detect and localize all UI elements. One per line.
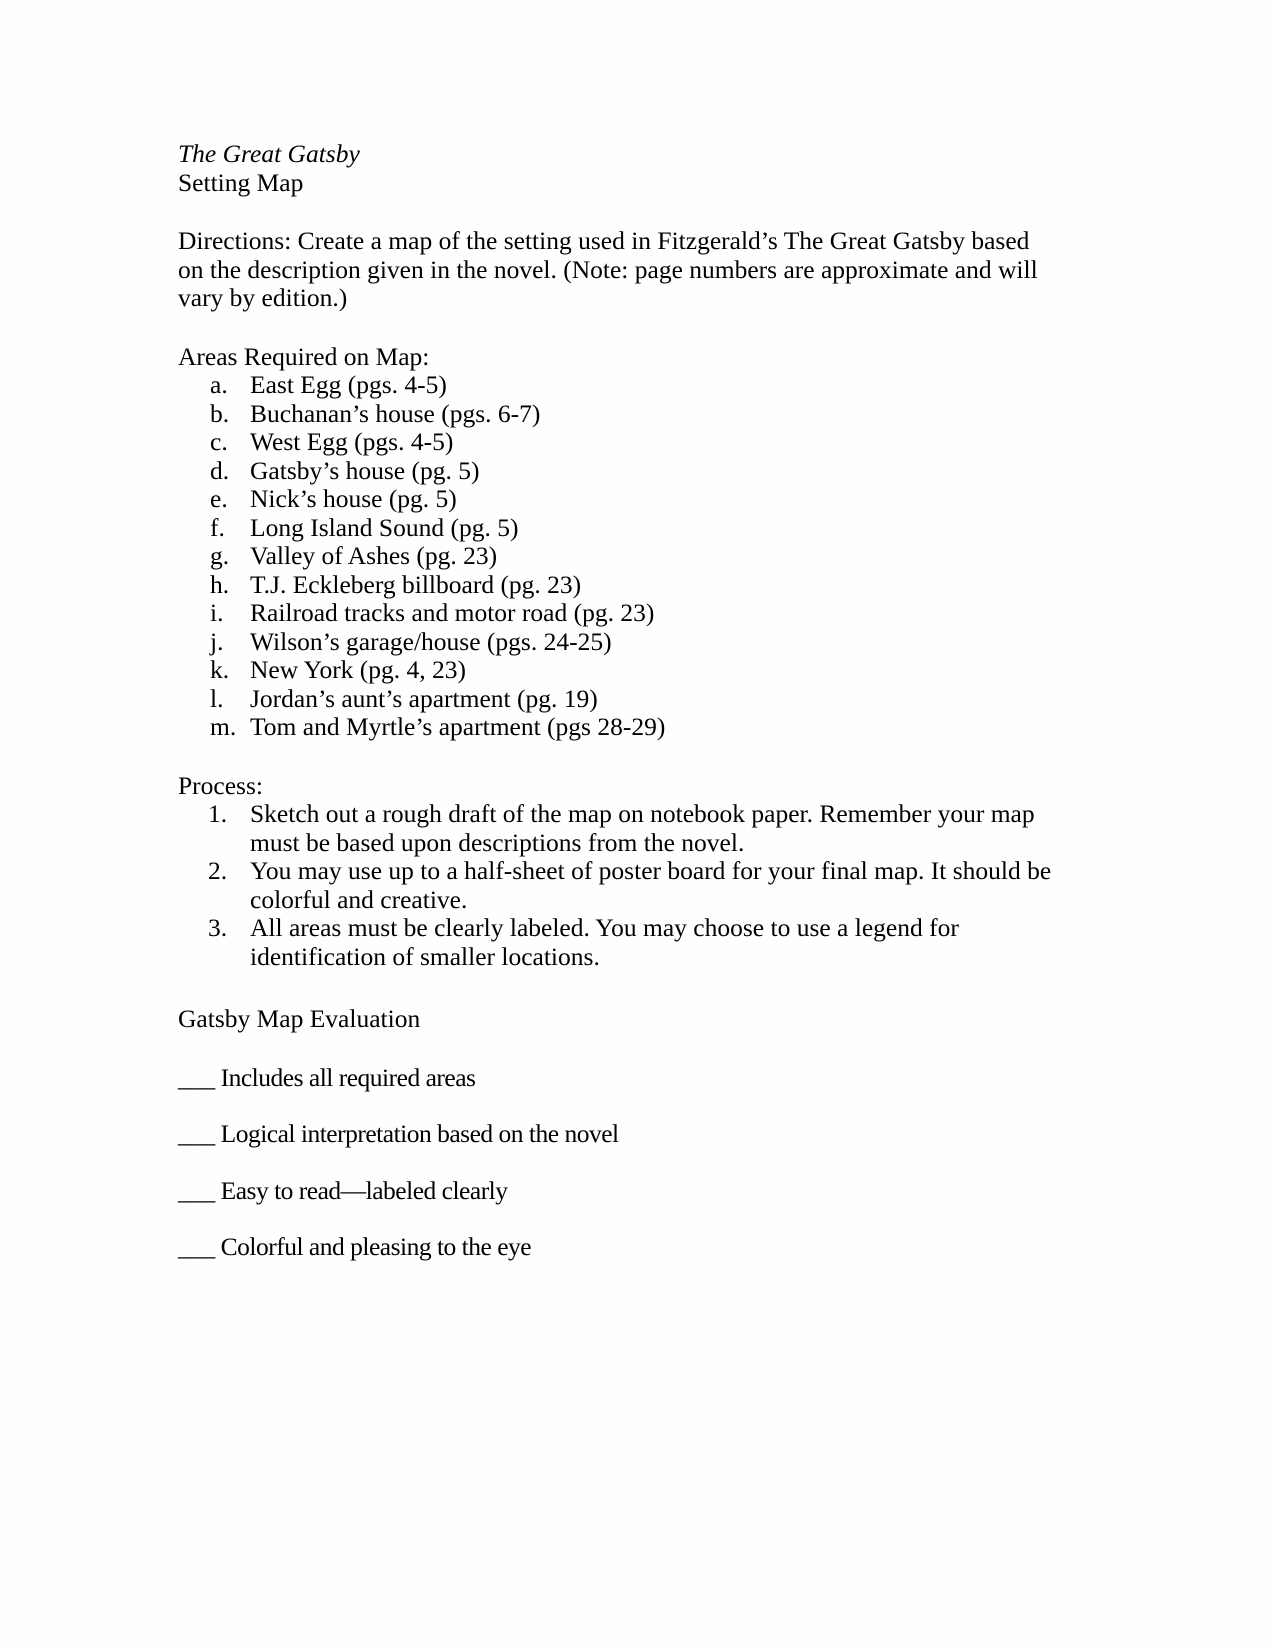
list-marker: m. xyxy=(210,712,237,741)
list-item-label: You may use up to a half-sheet of poster board for your final map. It should be colorful and creative. xyxy=(250,856,1052,914)
list-item-label: Wilson’s garage/house (pgs. 24-25) xyxy=(250,626,612,656)
list-marker: 3. xyxy=(208,913,228,942)
list-item xyxy=(178,800,1058,857)
spacer xyxy=(178,971,1058,1005)
list-item xyxy=(178,713,1058,742)
areas-heading: Areas Required on Map: xyxy=(178,341,430,371)
document-title: The Great Gatsby xyxy=(178,139,360,168)
list-marker: 1. xyxy=(208,799,228,828)
list-item-label: Gatsby’s house (pg. 5) xyxy=(250,455,480,485)
areas-list xyxy=(178,371,1058,742)
directions-paragraph: Directions: Create a map of the setting used in Fitzgerald’s The Great Gatsby based on the description given in the novel. (Note: page numbers are approximate and will vary by edition.) xyxy=(178,226,1038,312)
evaluation-item: ___ Logical interpretation based on the novel xyxy=(178,1119,619,1148)
list-item xyxy=(178,571,1058,600)
list-item-label: Nick’s house (pg. 5) xyxy=(250,484,457,513)
evaluation-item: ___ Easy to read—labeled clearly xyxy=(178,1175,508,1205)
list-marker: c. xyxy=(210,427,228,456)
list-item-label: T.J. Eckleberg billboard (pg. 23) xyxy=(250,569,582,599)
spacer xyxy=(178,313,1058,343)
list-item xyxy=(178,371,1058,400)
spacer xyxy=(178,1034,1058,1064)
list-marker: i. xyxy=(210,598,224,627)
evaluation-item: ___ Colorful and pleasing to the eye xyxy=(178,1232,532,1261)
list-item-label: Railroad tracks and motor road (pg. 23) xyxy=(250,598,655,627)
list-marker: 2. xyxy=(208,856,228,885)
list-item-label: Jordan’s aunt’s apartment (pg. 19) xyxy=(250,683,598,713)
list-marker: h. xyxy=(210,569,230,599)
spacer xyxy=(178,197,1058,227)
list-item xyxy=(178,485,1058,514)
list-item-label: New York (pg. 4, 23) xyxy=(250,655,467,684)
document-subtitle: Setting Map xyxy=(178,167,304,197)
list-marker: l. xyxy=(210,683,224,713)
list-marker: f. xyxy=(210,512,225,542)
list-item xyxy=(178,457,1058,486)
list-item xyxy=(178,628,1058,657)
process-list xyxy=(178,800,1058,971)
list-item xyxy=(178,914,1058,971)
list-item xyxy=(178,542,1058,571)
list-item-label: All areas must be clearly labeled. You may choose to use a legend for identification of smaller locations. xyxy=(250,913,959,971)
list-item-label: Tom and Myrtle’s apartment (pgs 28-29) xyxy=(250,712,666,741)
spacer xyxy=(178,742,1058,772)
list-item xyxy=(178,599,1058,628)
list-item-label: Buchanan’s house (pgs. 6-7) xyxy=(250,398,541,428)
list-marker: b. xyxy=(210,398,230,428)
list-item xyxy=(178,400,1058,429)
list-item xyxy=(178,685,1058,714)
list-item-label: West Egg (pgs. 4-5) xyxy=(250,427,454,456)
evaluation-item: ___ Includes all required areas xyxy=(178,1062,476,1092)
list-item xyxy=(178,656,1058,685)
document-body xyxy=(178,140,1058,1290)
list-marker: d. xyxy=(210,455,230,485)
evaluation-heading: Gatsby Map Evaluation xyxy=(178,1004,421,1033)
list-marker: e. xyxy=(210,484,228,513)
list-item xyxy=(178,857,1058,914)
list-item-label: East Egg (pgs. 4-5) xyxy=(250,370,447,399)
list-marker: k. xyxy=(210,655,230,684)
list-item-label: Long Island Sound (pg. 5) xyxy=(250,512,519,542)
list-item-label: Valley of Ashes (pg. 23) xyxy=(250,541,498,570)
list-marker: a. xyxy=(210,370,228,399)
list-item-label: Sketch out a rough draft of the map on notebook paper. Remember your map must be based upon descriptions from the novel. xyxy=(250,799,1035,857)
process-heading: Process: xyxy=(178,770,263,800)
list-marker: g. xyxy=(210,541,230,570)
list-marker: j. xyxy=(210,626,224,656)
list-item xyxy=(178,428,1058,457)
list-item xyxy=(178,514,1058,543)
